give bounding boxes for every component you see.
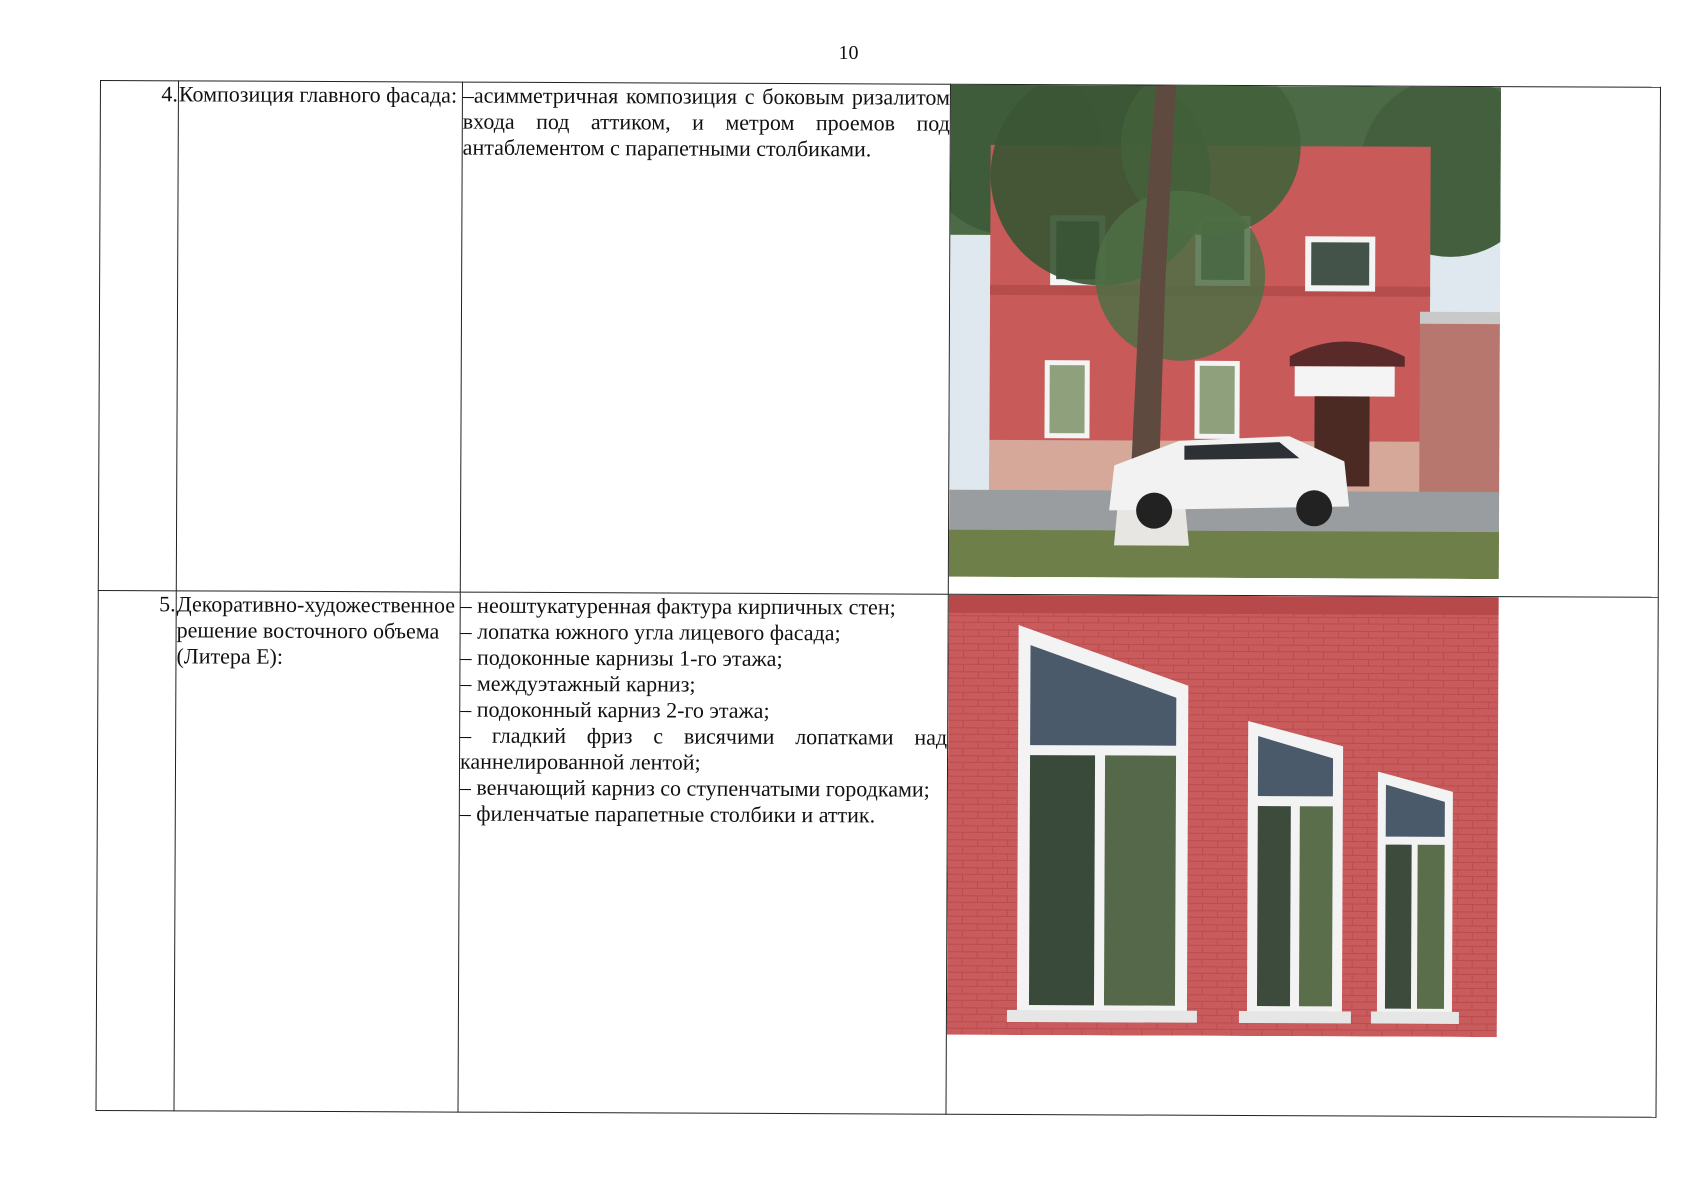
list-item: – гладкий фриз с висячими лопатками над каннелированной лентой; [459,722,948,775]
row-description: –асимметричная композиция с боковым ризалитом входа под аттиком, и метром проемов под антаблементом с парапетными столбиками. [460,82,950,594]
photo-cell [948,84,1660,597]
row-number: 4. [98,81,178,591]
row-label: Композиция главного фасада: [176,81,462,592]
list-item: – лопатка южного угла лицевого фасада; [460,618,841,646]
heritage-table [96,80,1661,1118]
list-item: – междуэтажный карниз; [460,670,696,697]
list-item: – неоштукатуренная фактура кирпичных стен; [460,592,896,620]
row-number: 5. [96,590,176,1110]
table-row [96,590,1658,1117]
list-item: – подоконный карниз 2-го этажа; [460,696,770,723]
row-description-list [458,592,948,1114]
facade-photo [949,85,1660,580]
photo-cell [946,594,1658,1117]
list-item: – подоконные карнизы 1-го этажа; [460,644,783,671]
page-number: 10 [838,42,859,64]
row-label: Декоративно-художественное решение восточного объема (Литера Е): [174,591,460,1112]
list-item: – филенчатые парапетные столбики и аттик. [459,800,876,828]
table-row [98,81,1660,598]
list-item: – венчающий карниз со ступенчатыми городками; [459,774,930,802]
brick-wall-photo [947,595,1658,1038]
